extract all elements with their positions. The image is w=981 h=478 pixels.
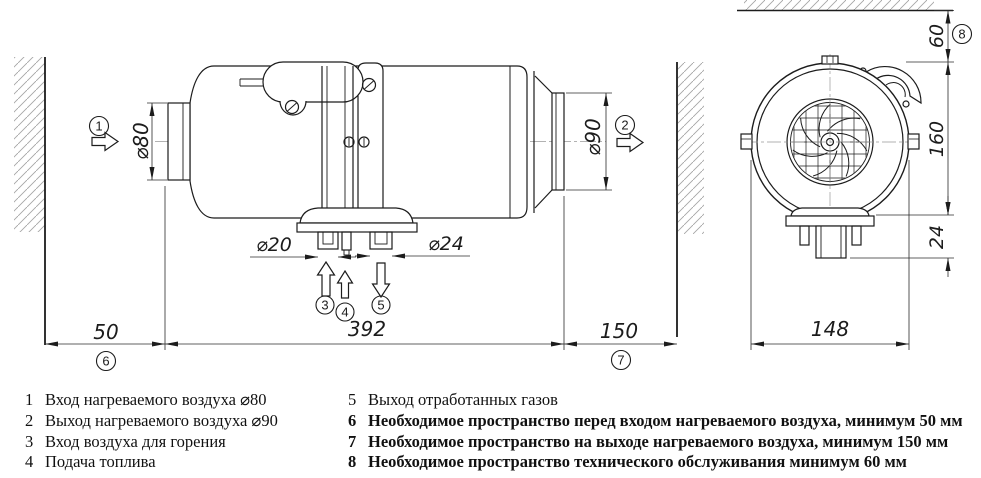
legend-left-column xyxy=(25,390,345,473)
flow-arrow-5 xyxy=(373,263,390,297)
legend-num-6: 6 xyxy=(348,410,357,430)
svg-text:2: 2 xyxy=(621,117,629,133)
svg-text:5: 5 xyxy=(377,297,385,313)
legend-text-7: Необходимое пространство на выходе нагреваемого воздуха, минимум 150 мм xyxy=(368,431,949,451)
front-flange-neck xyxy=(791,208,869,216)
fuel-pipe-tip xyxy=(344,250,349,255)
legend-item-3 xyxy=(25,432,345,453)
legend-text-1: Вход нагреваемого воздуха ⌀80 xyxy=(45,390,267,409)
dim-text-160: 160 xyxy=(926,120,948,158)
left-wall-hatch xyxy=(14,57,45,232)
dim-text-50: 50 xyxy=(93,320,119,344)
outlet-duct xyxy=(552,93,564,190)
handle-clip-bottom xyxy=(903,101,909,107)
callout-2 xyxy=(616,116,635,135)
legend-right-column xyxy=(348,390,980,473)
svg-text:4: 4 xyxy=(341,304,349,320)
dim-text-150: 150 xyxy=(599,319,639,343)
right-wall-hatch xyxy=(678,62,704,234)
front-view xyxy=(737,0,953,258)
svg-text:3: 3 xyxy=(321,297,329,313)
legend-num-5: 5 xyxy=(348,390,357,409)
legend-num-8: 8 xyxy=(348,452,357,472)
callout-3 xyxy=(316,296,334,314)
svg-text:8: 8 xyxy=(958,26,966,42)
intake-pipe-bore xyxy=(323,232,333,244)
front-flange-plate xyxy=(786,216,874,226)
callout-1 xyxy=(90,117,109,136)
svg-text:1: 1 xyxy=(95,118,103,134)
inlet-duct xyxy=(168,103,190,180)
ceiling-hatch xyxy=(744,0,934,10)
legend-item-4 xyxy=(25,452,345,473)
front-stud-right xyxy=(852,226,861,245)
exhaust-pipe xyxy=(370,232,392,249)
legend-item-1 xyxy=(25,390,345,411)
legend-item-7 xyxy=(348,432,980,453)
dim-text-d20: ⌀20 xyxy=(256,234,292,256)
legend-text-3: Вход воздуха для горения xyxy=(45,431,226,451)
outlet-cone-top xyxy=(535,76,552,93)
front-exhaust-pipe xyxy=(816,226,846,258)
flow-arrow-3 xyxy=(318,262,335,296)
dim-text-24: 24 xyxy=(926,224,948,250)
legend-text-8: Необходимое пространство технического обслуживания минимум 60 мм xyxy=(368,452,907,472)
front-stud-left xyxy=(800,226,809,245)
top-boss xyxy=(822,56,838,64)
dim-text-148: 148 xyxy=(810,317,850,341)
dim-text-392: 392 xyxy=(347,317,387,341)
legend-item-6 xyxy=(348,411,980,432)
dim-text-60: 60 xyxy=(926,23,948,49)
svg-text:6: 6 xyxy=(102,353,110,369)
dim-text-d90: ⌀90 xyxy=(581,118,605,156)
legend-text-6: Необходимое пространство перед входом нагреваемого воздуха, минимум 50 мм xyxy=(368,410,963,430)
callout-4 xyxy=(336,303,354,321)
callout-6 xyxy=(97,352,116,371)
legend-text-4: Подача топлива xyxy=(45,452,156,472)
legend-item-5 xyxy=(348,390,980,411)
right-boss xyxy=(908,134,919,149)
legend-text-5: Выход отработанных газов xyxy=(368,390,558,409)
legend-num-1: 1 xyxy=(25,390,34,409)
flange-dome xyxy=(300,208,413,223)
dim-text-d24: ⌀24 xyxy=(428,233,464,255)
flow-arrow-2 xyxy=(617,134,643,152)
dim-text-d80: ⌀80 xyxy=(129,122,153,160)
flange-plate xyxy=(297,223,417,232)
legend-item-2 xyxy=(25,411,345,432)
legend-num-3: 3 xyxy=(25,431,34,451)
intake-pipe xyxy=(318,232,338,249)
legend-item-8 xyxy=(348,452,980,473)
legend-num-7: 7 xyxy=(348,431,357,451)
flow-arrow-4 xyxy=(338,271,353,298)
callout-7 xyxy=(612,351,631,370)
side-view xyxy=(14,57,704,345)
legend-num-2: 2 xyxy=(25,410,34,430)
callout-5 xyxy=(372,296,390,314)
left-boss xyxy=(741,134,752,149)
legend-text-2: Выход нагреваемого воздуха ⌀90 xyxy=(45,410,278,430)
top-cover xyxy=(263,62,363,102)
exhaust-pipe-bore xyxy=(375,232,387,244)
outlet-cone-bottom xyxy=(535,190,552,208)
fuel-pipe xyxy=(342,232,351,250)
svg-text:7: 7 xyxy=(617,352,625,368)
callout-8 xyxy=(953,25,972,44)
legend-num-4: 4 xyxy=(25,452,34,472)
